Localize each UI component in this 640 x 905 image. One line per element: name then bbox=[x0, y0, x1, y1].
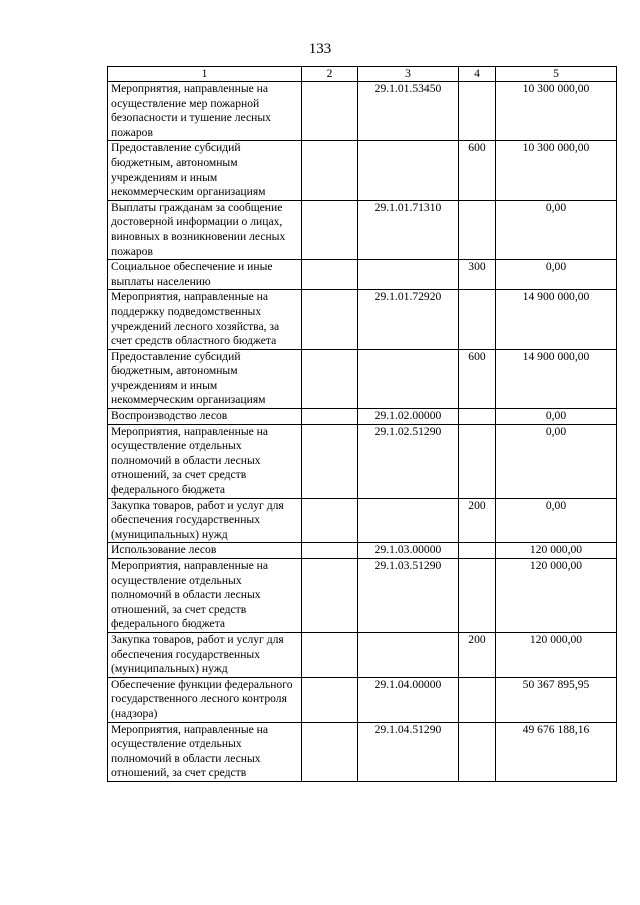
row-col2-cell bbox=[302, 722, 358, 781]
row-kind-cell: 600 bbox=[459, 349, 496, 408]
row-col2-cell bbox=[302, 260, 358, 290]
table-row bbox=[108, 349, 617, 408]
row-code-cell: 29.1.01.72920 bbox=[358, 290, 459, 349]
row-code-cell: 29.1.01.71310 bbox=[358, 200, 459, 259]
row-col2-cell bbox=[302, 424, 358, 498]
row-amount-cell: 50 367 895,95 bbox=[496, 677, 617, 722]
table-row bbox=[108, 409, 617, 425]
row-code-cell bbox=[358, 498, 459, 543]
row-kind-cell bbox=[459, 543, 496, 559]
row-col2-cell bbox=[302, 498, 358, 543]
row-kind-cell bbox=[459, 722, 496, 781]
row-amount-cell: 14 900 000,00 bbox=[496, 290, 617, 349]
row-amount-cell: 10 300 000,00 bbox=[496, 82, 617, 141]
row-name-cell: Мероприятия, направленные на осуществление отдельных полномочий в области лесных отношений, за счет средств bbox=[108, 722, 302, 781]
row-amount-cell: 0,00 bbox=[496, 498, 617, 543]
row-amount-cell: 0,00 bbox=[496, 424, 617, 498]
row-col2-cell bbox=[302, 200, 358, 259]
row-kind-cell: 600 bbox=[459, 141, 496, 200]
row-code-cell: 29.1.04.00000 bbox=[358, 677, 459, 722]
header-col-1: 1 bbox=[108, 67, 302, 82]
table-row bbox=[108, 260, 617, 290]
table-row bbox=[108, 559, 617, 633]
row-kind-cell: 200 bbox=[459, 632, 496, 677]
table-row bbox=[108, 290, 617, 349]
table-body bbox=[108, 82, 617, 782]
row-col2-cell bbox=[302, 141, 358, 200]
table-row bbox=[108, 200, 617, 259]
row-amount-cell: 120 000,00 bbox=[496, 543, 617, 559]
row-kind-cell bbox=[459, 424, 496, 498]
row-code-cell: 29.1.02.51290 bbox=[358, 424, 459, 498]
row-code-cell: 29.1.03.00000 bbox=[358, 543, 459, 559]
row-amount-cell: 120 000,00 bbox=[496, 559, 617, 633]
row-name-cell: Воспроизводство лесов bbox=[108, 409, 302, 425]
row-kind-cell bbox=[459, 82, 496, 141]
row-col2-cell bbox=[302, 543, 358, 559]
row-code-cell: 29.1.01.53450 bbox=[358, 82, 459, 141]
row-amount-cell: 10 300 000,00 bbox=[496, 141, 617, 200]
row-amount-cell: 0,00 bbox=[496, 409, 617, 425]
row-name-cell: Закупка товаров, работ и услуг для обеспечения государственных (муниципальных) нужд bbox=[108, 632, 302, 677]
row-kind-cell: 200 bbox=[459, 498, 496, 543]
header-col-5: 5 bbox=[496, 67, 617, 82]
table-row bbox=[108, 677, 617, 722]
row-amount-cell: 49 676 188,16 bbox=[496, 722, 617, 781]
row-name-cell: Предоставление субсидий бюджетным, автономным учреждениям и иным некоммерческим организациям bbox=[108, 349, 302, 408]
row-name-cell: Мероприятия, направленные на поддержку подведомственных учреждений лесного хозяйства, за счет средств областного бюджета bbox=[108, 290, 302, 349]
row-col2-cell bbox=[302, 82, 358, 141]
row-kind-cell bbox=[459, 677, 496, 722]
row-col2-cell bbox=[302, 290, 358, 349]
table-row bbox=[108, 424, 617, 498]
row-code-cell bbox=[358, 632, 459, 677]
table-row bbox=[108, 722, 617, 781]
row-name-cell: Предоставление субсидий бюджетным, автономным учреждениям и иным некоммерческим организациям bbox=[108, 141, 302, 200]
row-name-cell: Обеспечение функции федерального государственного лесного контроля (надзора) bbox=[108, 677, 302, 722]
row-code-cell bbox=[358, 141, 459, 200]
page-number: 133 bbox=[308, 41, 332, 57]
row-kind-cell bbox=[459, 290, 496, 349]
table-row bbox=[108, 141, 617, 200]
budget-table bbox=[107, 66, 617, 782]
row-kind-cell bbox=[459, 200, 496, 259]
table-row bbox=[108, 498, 617, 543]
row-name-cell: Мероприятия, направленные на осуществление отдельных полномочий в области лесных отношений, за счет средств федерального бюджета bbox=[108, 424, 302, 498]
row-col2-cell bbox=[302, 632, 358, 677]
row-name-cell: Использование лесов bbox=[108, 543, 302, 559]
row-code-cell: 29.1.04.51290 bbox=[358, 722, 459, 781]
row-kind-cell: 300 bbox=[459, 260, 496, 290]
header-col-4: 4 bbox=[459, 67, 496, 82]
row-name-cell: Социальное обеспечение и иные выплаты населению bbox=[108, 260, 302, 290]
header-col-3: 3 bbox=[358, 67, 459, 82]
row-code-cell bbox=[358, 349, 459, 408]
row-code-cell bbox=[358, 260, 459, 290]
row-amount-cell: 14 900 000,00 bbox=[496, 349, 617, 408]
row-col2-cell bbox=[302, 677, 358, 722]
row-col2-cell bbox=[302, 559, 358, 633]
row-name-cell: Мероприятия, направленные на осуществление отдельных полномочий в области лесных отношений, за счет средств федерального бюджета bbox=[108, 559, 302, 633]
table-header bbox=[108, 67, 617, 82]
row-name-cell: Выплаты гражданам за сообщение достоверной информации о лицах, виновных в возникновении лесных пожаров bbox=[108, 200, 302, 259]
row-name-cell: Мероприятия, направленные на осуществление мер пожарной безопасности и тушение лесных пожаров bbox=[108, 82, 302, 141]
row-kind-cell bbox=[459, 409, 496, 425]
row-code-cell: 29.1.02.00000 bbox=[358, 409, 459, 425]
row-name-cell: Закупка товаров, работ и услуг для обеспечения государственных (муниципальных) нужд bbox=[108, 498, 302, 543]
table-row bbox=[108, 82, 617, 141]
header-col-2: 2 bbox=[302, 67, 358, 82]
row-code-cell: 29.1.03.51290 bbox=[358, 559, 459, 633]
table-row bbox=[108, 543, 617, 559]
row-col2-cell bbox=[302, 349, 358, 408]
table-row bbox=[108, 632, 617, 677]
row-col2-cell bbox=[302, 409, 358, 425]
row-amount-cell: 0,00 bbox=[496, 200, 617, 259]
row-amount-cell: 120 000,00 bbox=[496, 632, 617, 677]
row-amount-cell: 0,00 bbox=[496, 260, 617, 290]
row-kind-cell bbox=[459, 559, 496, 633]
header-row bbox=[108, 67, 617, 82]
